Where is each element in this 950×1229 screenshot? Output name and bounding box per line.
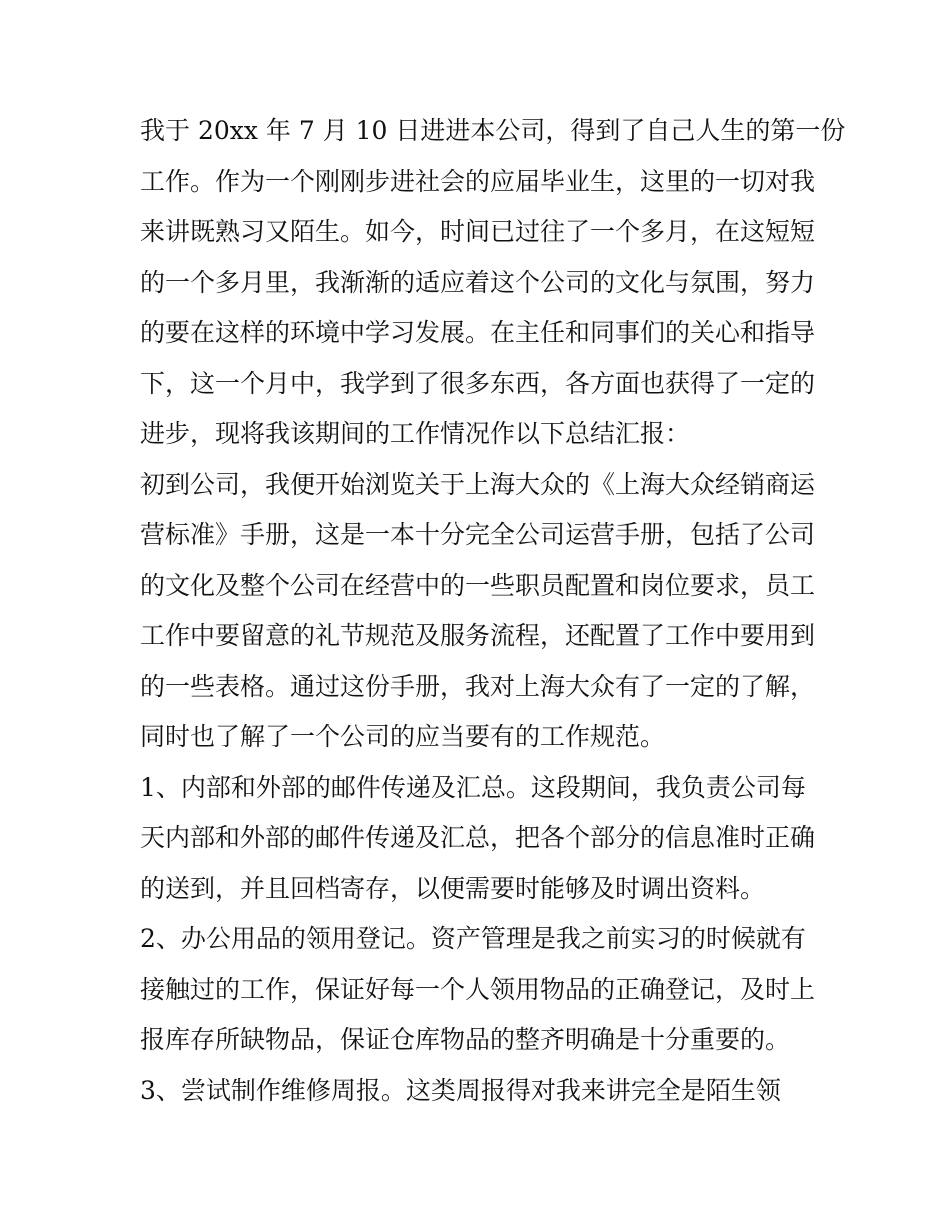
text-line: 报库存所缺物品，保证仓库物品的整齐明确是十分重要的。	[140, 1025, 791, 1054]
text-line: 我于 20xx 年 7 月 10 日进进本公司，得到了自己人生的第一份	[140, 116, 846, 145]
text-line: 3、尝试制作维修周报。这类周报得对我来讲完全是陌生领	[140, 1075, 781, 1105]
text-line: 的送到，并且回档寄存，以便需要时能够及时调出资料。	[140, 873, 766, 903]
text-line: 工作。作为一个刚刚步进社会的应届毕业生，这里的一切对我	[140, 166, 816, 196]
text-line: 的一个多月里，我渐渐的适应着这个公司的文化与氛围，努力	[140, 267, 816, 297]
text-line: 进步，现将我该期间的工作情况作以下总结汇报：	[140, 419, 691, 448]
text-line: 下，这一个月中，我学到了很多东西，各方面也获得了一定的	[140, 368, 816, 398]
text-line: 的要在这样的环境中学习发展。在主任和同事们的关心和指导	[140, 318, 816, 347]
text-line: 天内部和外部的邮件传递及汇总，把各个部分的信息准时正确	[140, 823, 816, 852]
text-line: 的文化及整个公司在经营中的一些职员配置和岗位要求，员工	[140, 570, 816, 600]
text-line: 2、办公用品的领用登记。资产管理是我之前实习的时候就有	[140, 924, 806, 953]
text-line: 同时也了解了一个公司的应当要有的工作规范。	[140, 722, 666, 751]
text-line: 工作中要留意的礼节规范及服务流程，还配置了工作中要用到	[140, 621, 816, 650]
text-line: 1、内部和外部的邮件传递及汇总。这段期间，我负责公司每	[140, 772, 806, 802]
text-line: 初到公司，我便开始浏览关于上海大众的《上海大众经销商运	[140, 469, 816, 499]
text-line: 营标准》手册，这是一本十分完全公司运营手册，包括了公司	[140, 520, 816, 549]
text-line: 的一些表格。通过这份手册，我对上海大众有了一定的了解，	[140, 671, 816, 701]
document-body	[140, 106, 846, 1116]
text-line: 来讲既熟习又陌生。如今，时间已过往了一个多月，在这短短	[140, 217, 816, 246]
text-line: 接触过的工作，保证好每一个人领用物品的正确登记，及时上	[140, 974, 816, 1004]
